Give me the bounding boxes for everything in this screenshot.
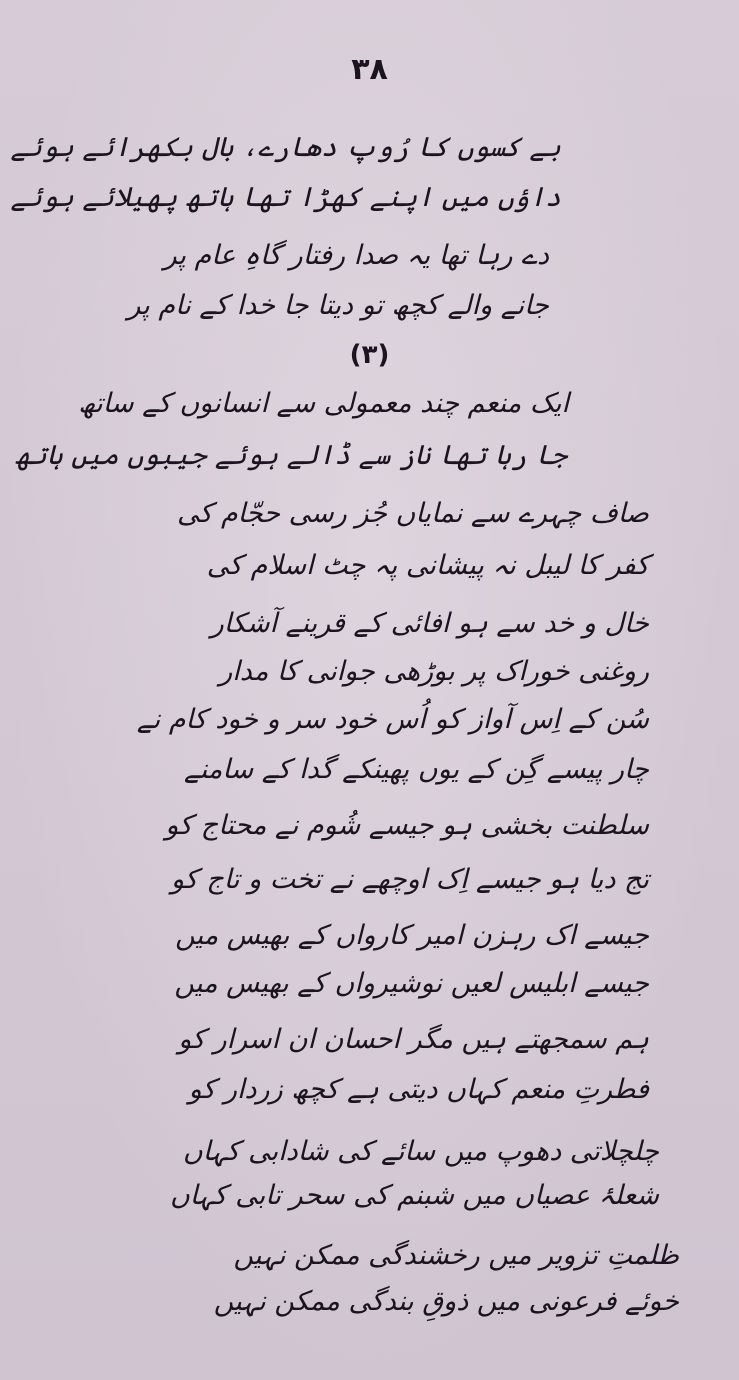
- verse-line: صاف چہرے سے نمایاں جُز رسی حجّام کی: [177, 498, 649, 529]
- verse-line: فطرتِ منعم کہاں دیتی ہے کچھ زردار کو: [188, 1074, 649, 1105]
- verse-line: ظلمتِ تزویر میں رخشندگی ممکن نہیں: [233, 1240, 679, 1271]
- verse-line: چلچلاتی دھوپ میں سائے کی شادابی کہاں: [182, 1136, 659, 1167]
- verse-line: داؤں میں اپنے کھڑا تھا ہاتھ پھیلائے ہوئے: [10, 182, 561, 213]
- verse-line: روغنی خوراک پر بوڑھی جوانی کا مدار: [219, 656, 649, 687]
- verse-line: جیسے ابلیس لعیں نوشیرواں کے بھیس میں: [174, 968, 649, 999]
- verse-line: بے کسوں کا رُوپ دھارے، بال بکھرائے ہوئے: [10, 132, 561, 163]
- verse-line: دے رہا تھا یہ صدا رفتار گاہِ عام پر: [163, 240, 549, 271]
- page-number: ۳۸: [351, 52, 388, 87]
- section-number: (۳): [349, 340, 390, 370]
- verse-line: جانے والے کچھ تو دیتا جا خدا کے نام پر: [127, 290, 549, 321]
- verse-line: کفر کا لیبل نہ پیشانی پہ چٹ اسلام کی: [206, 550, 649, 581]
- verse-line: جا رہا تھا ناز سے ڈالے ہوئے جیبوں میں ہاتھ: [15, 440, 567, 471]
- verse-line: سُن کے اِس آواز کو اُس خود سر و خود کام نے: [136, 704, 649, 735]
- verse-line: شعلۂ عصیاں میں شبنم کی سحر تابی کہاں: [169, 1180, 659, 1211]
- verse-line: خال و خد سے ہو افائی کے قرینے آشکار: [210, 608, 649, 639]
- verse-line: خوئے فرعونی میں ذوقِ بندگی ممکن نہیں: [213, 1286, 679, 1317]
- verse-line: چار پیسے گِن کے یوں پھینکے گدا کے سامنے: [183, 754, 649, 785]
- verse-line: جیسے اک رہزن امیر کارواں کے بھیس میں: [175, 920, 649, 951]
- verse-line: تج دیا ہو جیسے اِک اوچھے نے تخت و تاج کو: [170, 864, 649, 895]
- verse-line: ہم سمجھتے ہیں مگر احسان ان اسرار کو: [178, 1024, 649, 1055]
- verse-line: سلطنت بخشی ہو جیسے شُوم نے محتاج کو: [165, 810, 649, 841]
- verse-line: ایک منعم چند معمولی سے انسانوں کے ساتھ: [78, 388, 569, 419]
